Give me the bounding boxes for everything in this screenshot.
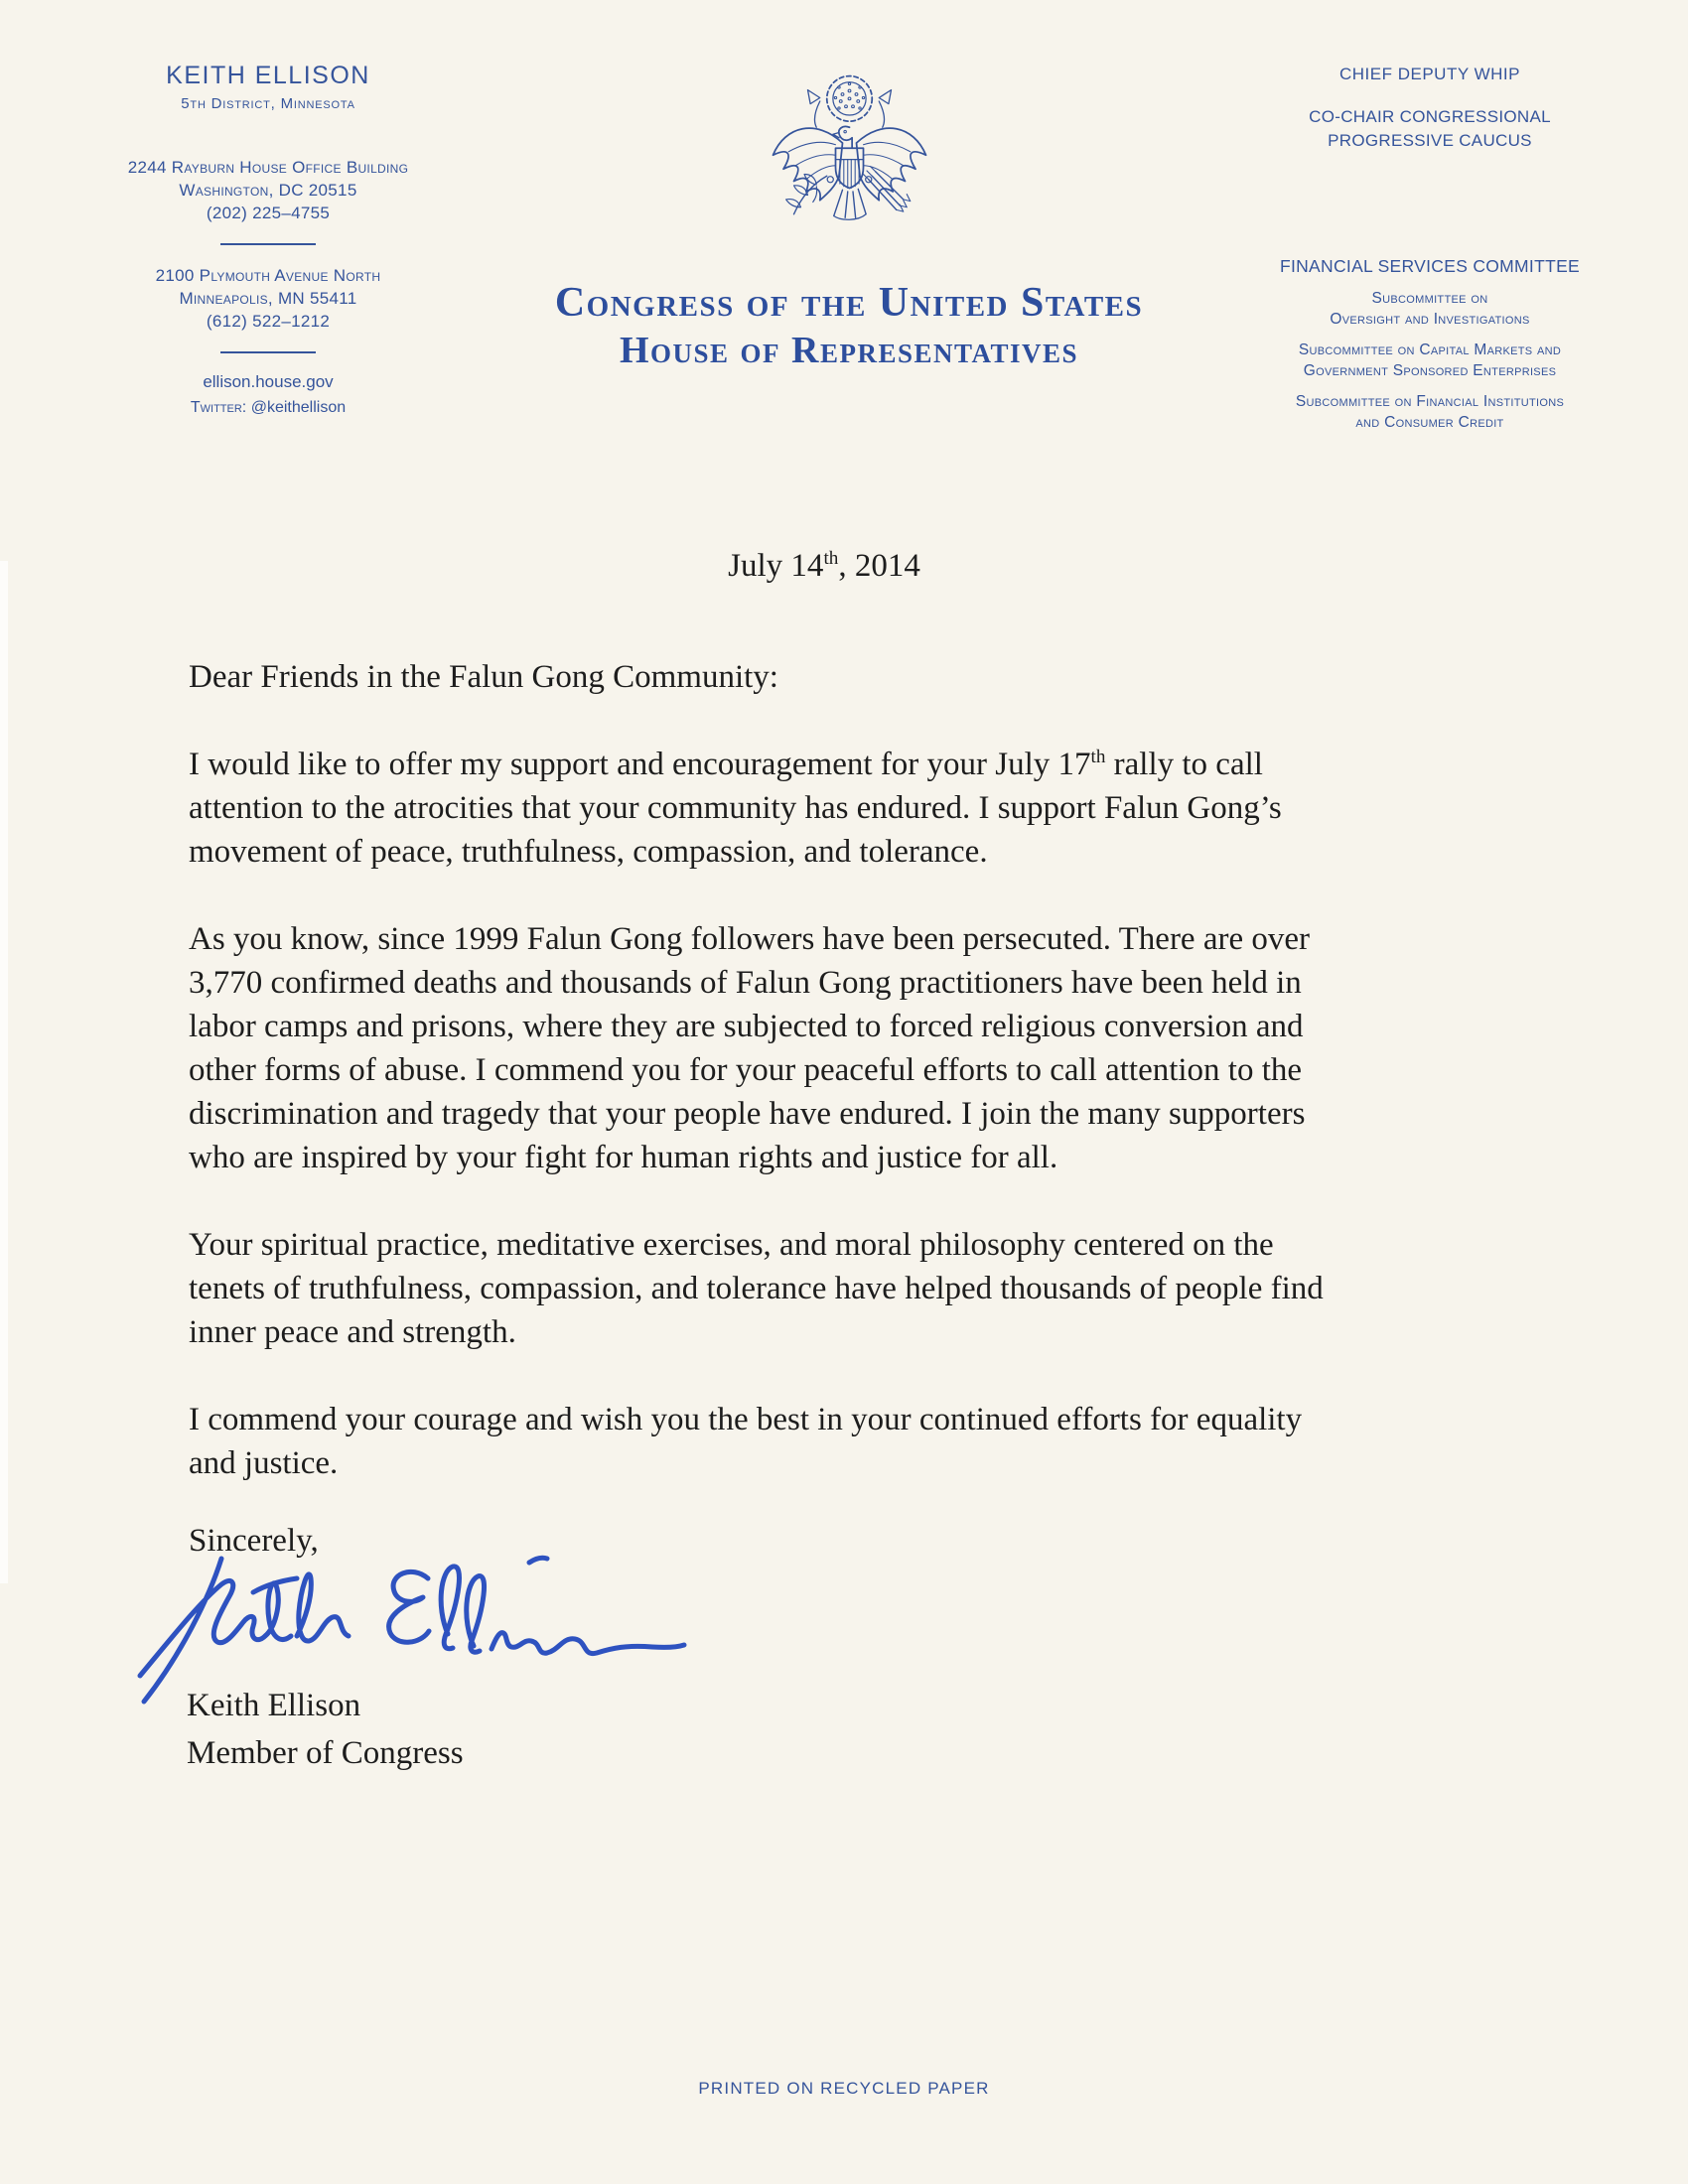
website-line: ellison.house.gov <box>203 372 334 391</box>
role-co-chair-line-1: CO-CHAIR CONGRESSIONAL <box>1309 107 1551 126</box>
divider <box>220 351 316 353</box>
body-line: As you know, since 1999 Falun Gong followers have been persecuted. There are over <box>189 921 1310 957</box>
subcommittee-line: Government Sponsored Enterprises <box>1303 362 1557 379</box>
subcommittee-line: Oversight and Investigations <box>1330 311 1530 328</box>
great-seal-icon <box>763 71 936 242</box>
body-line: inner peace and strength. <box>189 1314 516 1350</box>
dc-address <box>55 156 482 224</box>
body-line: and justice. <box>189 1445 339 1481</box>
salutation: Dear Friends in the Falun Gong Community: <box>189 659 778 695</box>
subcommittee-oversight <box>1196 288 1663 330</box>
subcommittee-line: Subcommittee on Financial Institutions <box>1295 393 1565 410</box>
subcommittee-line: and Consumer Credit <box>1355 414 1504 431</box>
letterhead-left-block <box>55 62 482 417</box>
mn-address-line-1: 2100 Plymouth Avenue North <box>155 266 381 285</box>
dc-phone: (202) 225–4755 <box>206 204 331 222</box>
letterhead-right-block <box>1196 64 1663 433</box>
signer-name: Keith Ellison <box>187 1688 361 1723</box>
paragraph-2 <box>189 917 1460 1179</box>
committee-name: FINANCIAL SERVICES COMMITTEE <box>1279 256 1581 276</box>
body-line: Your spiritual practice, meditative exercises, and moral philosophy centered on the <box>189 1227 1274 1263</box>
body-line: who are inspired by your fight for human rights and justice for all. <box>189 1140 1058 1175</box>
paragraph-4 <box>189 1398 1460 1485</box>
date-line <box>189 544 1460 588</box>
body-line: tenets of truthfulness, compassion, and tolerance have helped thousands of people find <box>189 1271 1324 1306</box>
letter-body <box>189 544 1460 1563</box>
body-line: other forms of abuse. I commend you for your peaceful efforts to call attention to the <box>189 1052 1303 1088</box>
letterhead-center-block <box>551 58 1147 371</box>
ordinal-superscript: th <box>1090 747 1106 767</box>
body-line: labor camps and prisons, where they are subjected to forced religious conversion and <box>189 1009 1304 1044</box>
subcommittee-line: Subcommittee on <box>1371 290 1488 307</box>
role-chief-deputy-whip: CHIEF DEPUTY WHIP <box>1339 65 1520 83</box>
recycled-paper-notice: PRINTED ON RECYCLED PAPER <box>698 2079 990 2098</box>
subcommittee-line: Subcommittee on Capital Markets and <box>1298 341 1562 358</box>
body-line <box>189 743 1460 786</box>
divider <box>220 243 316 245</box>
district-line: 5th District, Minnesota <box>181 95 355 112</box>
body-text: rally to call <box>1105 747 1263 782</box>
date-prefix: July 14 <box>728 548 824 584</box>
mn-phone: (612) 522–1212 <box>206 312 331 331</box>
signer-title: Member of Congress <box>187 1735 464 1771</box>
body-line: movement of peace, truthfulness, compassion, and tolerance. <box>189 834 988 870</box>
house-title: House of Representatives <box>619 330 1079 371</box>
body-line: discrimination and tragedy that your people have endured. I join the many supporters <box>189 1096 1306 1132</box>
twitter-handle: @keithellison <box>250 399 347 416</box>
date-ordinal: th <box>823 548 839 569</box>
twitter-label: Twitter: <box>190 399 247 416</box>
role-co-chair <box>1196 105 1663 153</box>
mn-address-line-2: Minneapolis, MN 55411 <box>179 289 357 308</box>
dc-address-line-2: Washington, DC 20515 <box>179 181 357 200</box>
scan-artifact <box>0 561 8 1583</box>
body-line: I commend your courage and wish you the best in your continued efforts for equality <box>189 1402 1303 1437</box>
subcommittee-capital-markets <box>1196 340 1663 381</box>
mn-address <box>55 264 482 333</box>
paragraph-3 <box>189 1223 1460 1354</box>
paragraph-1 <box>189 743 1460 874</box>
body-line: attention to the atrocities that your community has endured. I support Falun Gong’s <box>189 790 1282 826</box>
body-text: I would like to offer my support and encouragement for your July 17 <box>189 747 1091 782</box>
member-name: KEITH ELLISON <box>166 62 370 89</box>
date-suffix: , 2014 <box>838 548 920 584</box>
dc-address-line-1: 2244 Rayburn House Office Building <box>127 158 409 177</box>
closing: Sincerely, <box>189 1523 319 1559</box>
twitter-line <box>55 399 482 417</box>
congress-title: Congress of the United States <box>554 280 1144 326</box>
role-co-chair-line-2: PROGRESSIVE CAUCUS <box>1328 131 1532 150</box>
body-line: 3,770 confirmed deaths and thousands of Falun Gong practitioners have been held in <box>189 965 1302 1001</box>
subcommittee-financial-institutions <box>1196 391 1663 433</box>
